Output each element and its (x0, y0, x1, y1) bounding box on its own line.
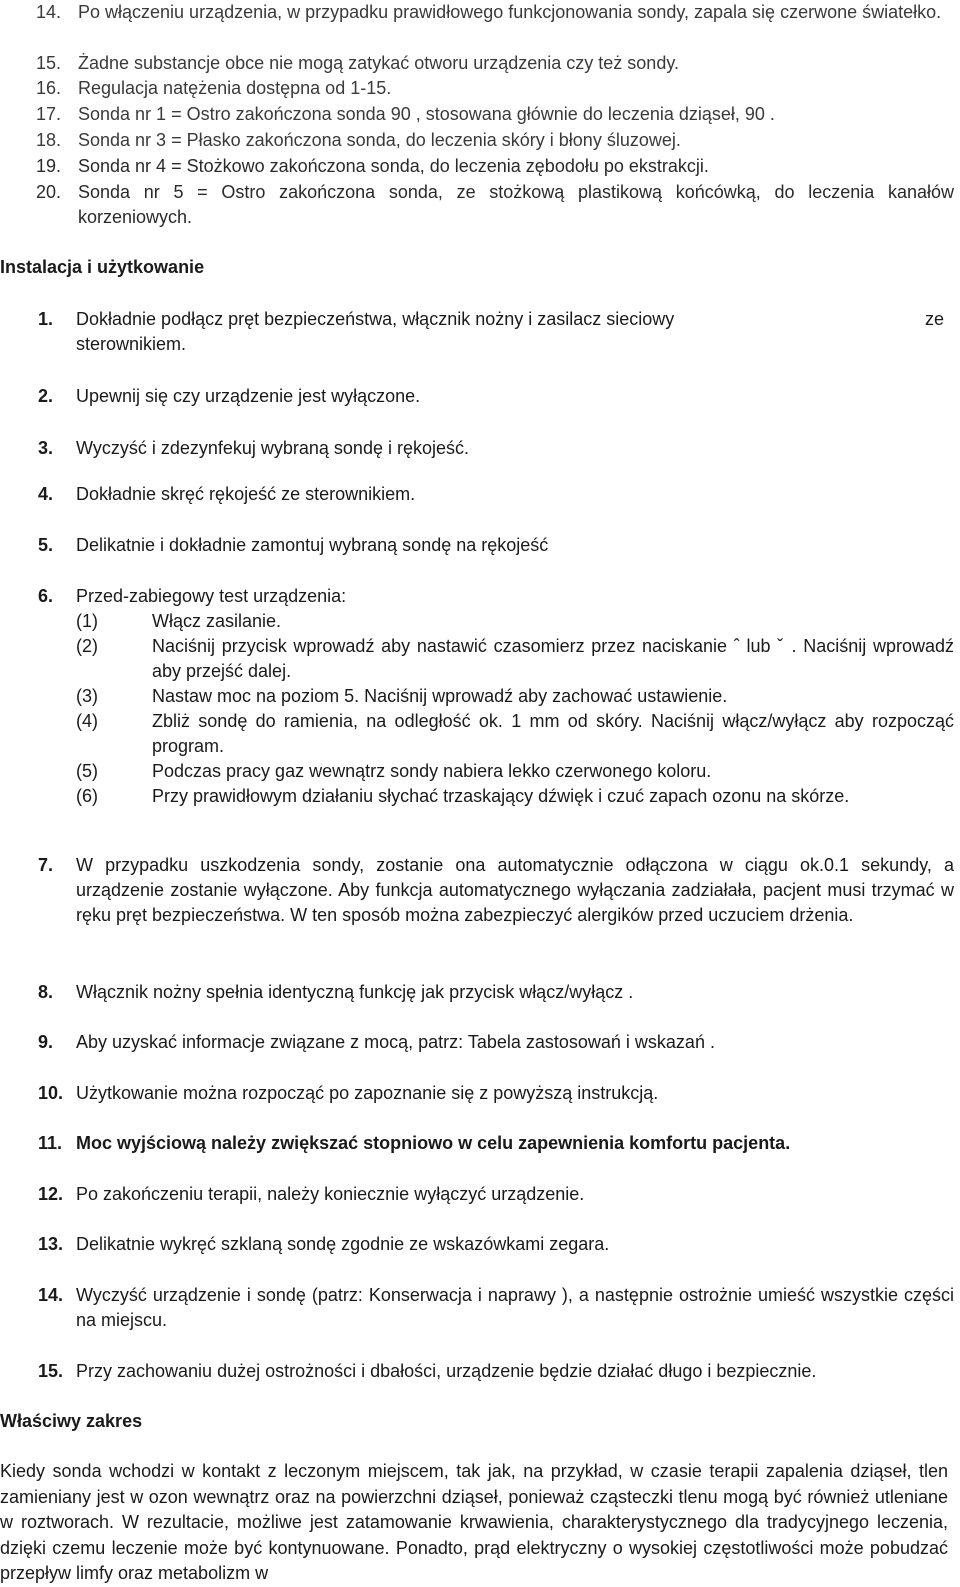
item-text: Dokładnie skręć rękojeść ze sterownikiem. (76, 484, 416, 504)
item-text: W przypadku uszkodzenia sondy, zostanie ona automatycznie odłączona w ciągu ok.0.1 sekundy, a urządzenie zostanie wyłączone. Aby funkcja automatycznego wyłączania zadziałała, pacjent musi trzymać w ręku pręt bezpieczeństwa. W ten sposób można zabezpieczyć alergików przed uczuciem drżenia. (76, 855, 954, 925)
item-number: 15. (36, 53, 62, 73)
item-text: Sonda nr 5 = Ostro zakończona sonda, ze stożkową plastikową końcówką, do leczenia kanałów korzeniowych. (78, 182, 954, 227)
body-paragraph: Kiedy sonda wchodzi w kontakt z leczonym miejscem, tak jak, na przykład, w czasie terapii zapalenia dziąseł, tlen zamieniany jest w ozon wewnątrz oraz na powierzchni dziąseł, ponieważ cząsteczki tlenu mogą być również utleniane w roztworach. W rezultacie, możliwe jest zatamowanie krwawienia, charakterystycznego dla tradycyjnego leczenia, dzięki czemu leczenie może być kontynuowane. Ponadto, prąd elektryczny o wysokiej częstotliwości może pobudzać przepływ limfy oraz metabolizm w (0, 1461, 948, 1583)
item-text: Po włączeniu urządzenia, w przypadku prawidłowego funkcjonowania sondy, zapala się czerwone światełko. (78, 2, 942, 22)
item-text: Regulacja natężenia dostępna od 1-15. (78, 78, 392, 98)
sub-step-text: Podczas pracy gaz wewnątrz sondy nabiera lekko czerwonego koloru. (152, 761, 712, 781)
item-text: Sonda nr 1 = Ostro zakończona sonda 90 , stosowana głównie do leczenia dziąseł, 90 . (78, 104, 775, 124)
item-number: 14. (36, 2, 62, 22)
item-number: 4. (38, 484, 54, 504)
item-number: 18. (36, 130, 62, 150)
sub-step-text: Nastaw moc na poziom 5. Naciśnij wprowadź aby zachować ustawienie. (152, 686, 728, 706)
item-text: Sonda nr 3 = Płasko zakończona sonda, do leczenia skóry i błony śluzowej. (78, 130, 681, 150)
item-number: 2. (38, 386, 54, 406)
item-text: Wyczyść urządzenie i sondę (patrz: Konserwacja i naprawy ), a następnie ostrożnie umieść wszystkie części na miejscu. (76, 1285, 954, 1330)
item-number: 10. (38, 1083, 64, 1103)
item-number: 15. (38, 1361, 64, 1381)
item-text: Żadne substancje obce nie mogą zatykać otworu urządzenia czy też sondy. (78, 53, 679, 73)
item-text: Przed-zabiegowy test urządzenia: (76, 586, 347, 606)
sub-step-number: (2) (76, 636, 98, 656)
item-number: 13. (38, 1234, 64, 1254)
item-number: 5. (38, 535, 54, 555)
item-text: sterownikiem. (76, 334, 187, 354)
sub-step-number: (3) (76, 686, 98, 706)
item-text: Upewnij się czy urządzenie jest wyłączone. (76, 386, 421, 406)
item-number: 7. (38, 855, 54, 875)
item-text: Aby uzyskać informacje związane z mocą, patrz: Tabela zastosowań i wskazań . (76, 1032, 715, 1052)
sub-step-number: (1) (76, 611, 98, 631)
item-number: 20. (36, 182, 62, 202)
item-text: Sonda nr 4 = Stożkowo zakończona sonda, do leczenia zębodołu po ekstrakcji. (78, 156, 709, 176)
item-text: Wyczyść i zdezynfekuj wybraną sondę i rękojeść. (76, 438, 469, 458)
sub-step-number: (4) (76, 711, 98, 731)
item-number: 3. (38, 438, 54, 458)
section-heading: Właściwy zakres (0, 1411, 143, 1431)
item-text: Użytkowanie można rozpocząć po zapoznanie się z powyższą instrukcją. (76, 1083, 659, 1103)
item-number: 16. (36, 78, 62, 98)
sub-step-text: Zbliż sondę do ramienia, na odległość ok. 1 mm od skóry. Naciśnij włącz/wyłącz aby rozpocząć program. (152, 711, 954, 756)
sub-step-text: Włącz zasilanie. (152, 611, 282, 631)
item-number: 11. (38, 1133, 63, 1153)
item-text: Dokładnie podłącz pręt bezpieczeństwa, włącznik nożny i zasilacz sieciowy (76, 309, 675, 329)
section-heading: Instalacja i użytkowanie (0, 257, 205, 277)
item-text: Przy zachowaniu dużej ostrożności i dbałości, urządzenie będzie działać długo i bezpiecznie. (76, 1361, 817, 1381)
item-text: Moc wyjściową należy zwiększać stopniowo w celu zapewnienia komfortu pacjenta. (76, 1133, 791, 1153)
item-text: Włącznik nożny spełnia identyczną funkcję jak przycisk włącz/wyłącz . (76, 982, 634, 1002)
item-text: Delikatnie i dokładnie zamontuj wybraną sondę na rękojeść (76, 535, 549, 555)
sub-step-text: Przy prawidłowym działaniu słychać trzaskający dźwięk i czuć zapach ozonu na skórze. (152, 786, 850, 806)
item-number: 14. (38, 1285, 64, 1305)
item-number: 17. (36, 104, 62, 124)
item-number: 6. (38, 586, 54, 606)
item-text-tail: ze (924, 309, 944, 329)
sub-step-text: Naciśnij przycisk wprowadź aby nastawić czasomierz przez naciskanie ˆ lub ˇ . Naciśnij wprowadź aby przejść dalej. (152, 636, 954, 681)
item-number: 8. (38, 982, 54, 1002)
item-number: 9. (38, 1032, 54, 1052)
sub-step-number: (5) (76, 761, 98, 781)
item-text: Po zakończeniu terapii, należy koniecznie wyłączyć urządzenie. (76, 1184, 585, 1204)
item-number: 1. (38, 309, 54, 329)
item-number: 19. (36, 156, 62, 176)
item-text: Delikatnie wykręć szklaną sondę zgodnie ze wskazówkami zegara. (76, 1234, 610, 1254)
sub-step-number: (6) (76, 786, 98, 806)
item-number: 12. (38, 1184, 64, 1204)
